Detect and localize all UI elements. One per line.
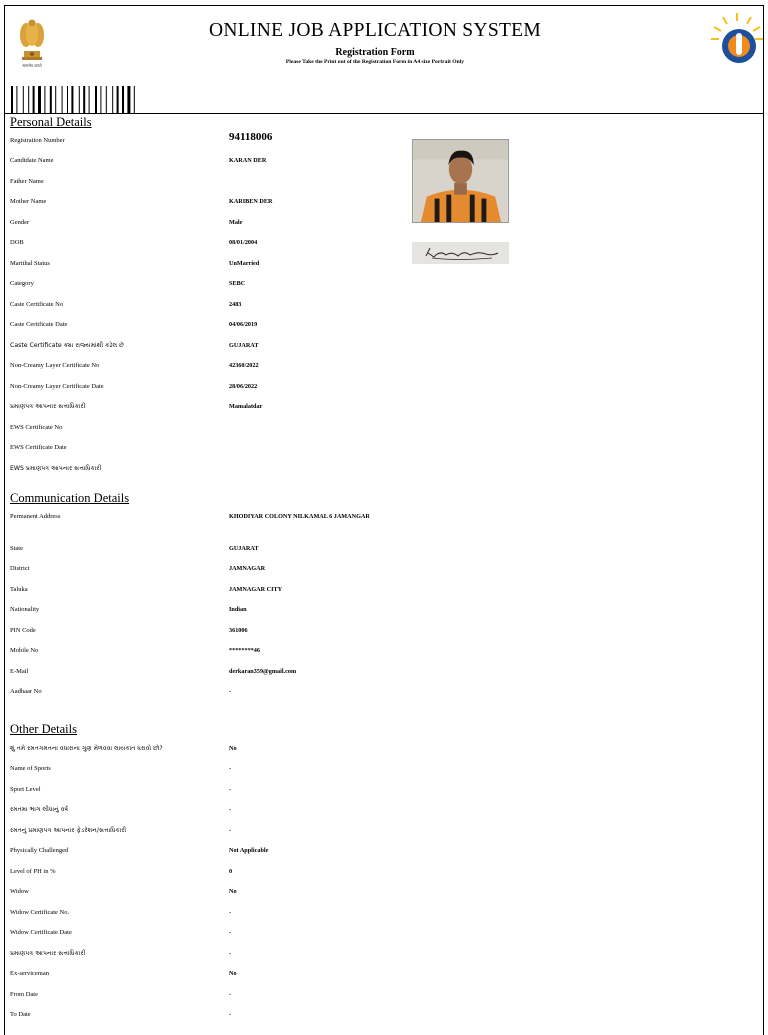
divider (5, 113, 764, 114)
field-row (10, 785, 710, 797)
field-value: Male (229, 219, 243, 226)
field-value: 08/01/2004 (229, 239, 258, 246)
field-value: No (229, 888, 237, 895)
field-label: Nationality (10, 606, 40, 613)
barcode-bar (62, 86, 63, 113)
barcode-bar (11, 86, 13, 113)
field-label: Mother Name (10, 198, 47, 205)
field-label: To Date (10, 1011, 31, 1018)
field-label: શું તમે રમતગમતના વધારાના ગુણ મેળવવા લાયકાત ધરાવો છો? (10, 745, 163, 752)
field-row (10, 605, 710, 617)
field-value: 04/06/2019 (229, 321, 258, 328)
field-row (10, 949, 710, 961)
field-value: KHODIYAR COLONY NILKAMAL 6 JAMANGAR (229, 513, 370, 520)
field-row (10, 341, 710, 353)
field-value: 42360/2022 (229, 362, 259, 369)
field-row (10, 969, 710, 981)
field-row (10, 846, 710, 858)
field-row (10, 177, 710, 189)
field-label: Physically Challenged (10, 847, 69, 854)
field-row (10, 361, 710, 373)
field-label: Father Name (10, 178, 44, 185)
field-value: GUJARAT (229, 545, 259, 552)
field-row (10, 908, 710, 920)
field-row (10, 564, 710, 576)
field-value: 361006 (229, 627, 248, 634)
field-row (10, 300, 710, 312)
field-label: Ex-serviceman (10, 970, 49, 977)
field-row (10, 464, 710, 476)
ojas-logo-icon (709, 11, 765, 67)
field-row (10, 805, 710, 817)
field-row (10, 990, 710, 1002)
field-value: 0 (229, 868, 233, 875)
field-label: Gender (10, 219, 30, 226)
field-row (10, 1010, 710, 1022)
field-value: ********46 (229, 647, 260, 654)
barcode-bar (127, 86, 130, 113)
field-label: Name of Sports (10, 765, 51, 772)
field-label: Aadhaar No (10, 688, 42, 695)
field-value: - (229, 827, 232, 834)
field-label: EWS Certificate Date (10, 444, 67, 451)
field-value: - (229, 806, 232, 813)
field-label: Caste Certificate ક્યા રાજ્યમાંથી કઢેલ છે (10, 342, 124, 349)
barcode-bar (112, 86, 113, 113)
communication-details-heading: Communication Details (10, 491, 130, 505)
field-label: PIN Code (10, 627, 36, 634)
barcode-bar (33, 86, 35, 113)
field-label: Caste Certificate Date (10, 321, 68, 328)
field-row (10, 512, 710, 524)
barcode-bar (67, 86, 68, 113)
field-value: KARIBEN DER (229, 198, 273, 205)
field-label: Widow (10, 888, 29, 895)
barcode-bar (89, 86, 90, 113)
field-value: - (229, 1011, 232, 1018)
page-title: ONLINE JOB APPLICATION SYSTEM (208, 20, 542, 41)
field-value: Mamalatdar (229, 403, 263, 410)
barcode-bar (28, 86, 29, 113)
form-subtitle: Registration Form (335, 47, 415, 58)
barcode-bar (16, 86, 17, 113)
field-label: DOB (10, 239, 24, 246)
field-row (10, 585, 710, 597)
field-row (10, 887, 710, 899)
field-row (10, 544, 710, 556)
field-row (10, 928, 710, 940)
field-value: UnMarried (229, 260, 260, 267)
national-emblem-icon (14, 13, 50, 69)
field-value: JAMNAGAR CITY (229, 586, 283, 593)
field-value: 2483 (229, 301, 242, 308)
barcode-bar (71, 86, 73, 113)
field-row (10, 382, 710, 394)
field-row (10, 764, 710, 776)
field-label: Mobile No (10, 647, 39, 654)
field-label: Widow Certificate No. (10, 909, 70, 916)
field-value: Indian (229, 606, 247, 613)
field-label: Sport Level (10, 786, 41, 793)
field-label: Level of PH in % (10, 868, 56, 875)
field-label: પ્રમાણપત્ર આપનાર સત્તાધિકારી (10, 950, 86, 957)
field-value: - (229, 929, 232, 936)
field-label: પ્રમાણપત્ર આપનાર સત્તાધિકારી (10, 403, 86, 410)
field-value: Not Applicable (229, 847, 269, 854)
field-label: Candidate Name (10, 157, 54, 164)
field-label: Caste Certificate No (10, 301, 64, 308)
barcode-bar (122, 86, 124, 113)
field-row (10, 646, 710, 658)
field-value: - (229, 991, 232, 998)
barcode-icon (11, 86, 154, 113)
print-note: Please Take the Print out of the Registration Form in A4 size Portrait Only (285, 59, 465, 65)
barcode-bar (23, 86, 24, 113)
barcode-bar (50, 86, 52, 113)
field-row (10, 156, 710, 168)
field-row (10, 131, 710, 148)
barcode-bar (117, 86, 119, 113)
barcode-bar (100, 86, 101, 113)
field-value: KARAN DER (229, 157, 267, 164)
field-value: JAMNAGAR (229, 565, 266, 572)
field-row (10, 443, 710, 455)
barcode-bar (83, 86, 85, 113)
field-label: EWS Certificate No (10, 424, 63, 431)
field-value: 28/06/2022 (229, 383, 258, 390)
barcode-bar (55, 86, 56, 113)
field-label: Category (10, 280, 34, 287)
personal-details-heading: Personal Details (10, 115, 92, 129)
registration-form-page (4, 5, 764, 1035)
barcode-bar (106, 86, 107, 113)
field-row (10, 402, 710, 414)
field-row (10, 259, 710, 271)
field-row (10, 867, 710, 879)
field-label: Widow Certificate Date (10, 929, 72, 936)
field-label: State (10, 545, 23, 552)
field-row (10, 320, 710, 332)
field-value: No (229, 970, 237, 977)
field-label: Non-Creamy Layer Certificate Date (10, 383, 104, 390)
other-details-heading: Other Details (10, 722, 77, 736)
field-label: Non-Creamy Layer Certificate No (10, 362, 100, 369)
barcode-bar (95, 86, 97, 113)
barcode-bar (38, 86, 41, 113)
field-value: 94118006 (229, 131, 273, 143)
field-value: - (229, 786, 232, 793)
field-label: રમતનું પ્રમાણપત્ર આપનાર ફેડરેશન/સત્તાધિકારી (10, 827, 127, 834)
field-row (10, 238, 710, 250)
emblem-caption: सत्यमेव जयते (22, 63, 42, 68)
field-label: Permanent Address (10, 513, 61, 520)
field-label: રમતમા ભાગ લીધાનું વર્ષ (10, 806, 69, 813)
field-value: - (229, 765, 232, 772)
field-label: EWS પ્રમાણપત્ર આપનાર સત્તાધિકારી (10, 465, 102, 472)
field-row (10, 826, 710, 838)
field-row (10, 626, 710, 638)
header (155, 20, 595, 66)
field-row (10, 279, 710, 291)
field-row (10, 744, 710, 756)
barcode-bar (79, 86, 80, 113)
field-row (10, 667, 710, 679)
field-label: E-Mail (10, 668, 29, 675)
field-label: From Date (10, 991, 38, 998)
field-value: SEBC (229, 280, 246, 287)
field-label: Marithal Status (10, 260, 50, 267)
field-row (10, 423, 710, 435)
field-value: - (229, 909, 232, 916)
field-value: No (229, 745, 237, 752)
field-value: GUJARAT (229, 342, 259, 349)
field-value: derkaran359@gmail.com (229, 668, 297, 675)
field-value: - (229, 688, 232, 695)
barcode-bar (44, 86, 45, 113)
barcode-bar (134, 86, 135, 113)
field-label: District (10, 565, 30, 572)
field-row (10, 218, 710, 230)
field-label: Registration Number (10, 137, 65, 144)
field-value: - (229, 950, 232, 957)
field-label: Taluka (10, 586, 28, 593)
field-row (10, 197, 710, 209)
field-row (10, 687, 710, 699)
